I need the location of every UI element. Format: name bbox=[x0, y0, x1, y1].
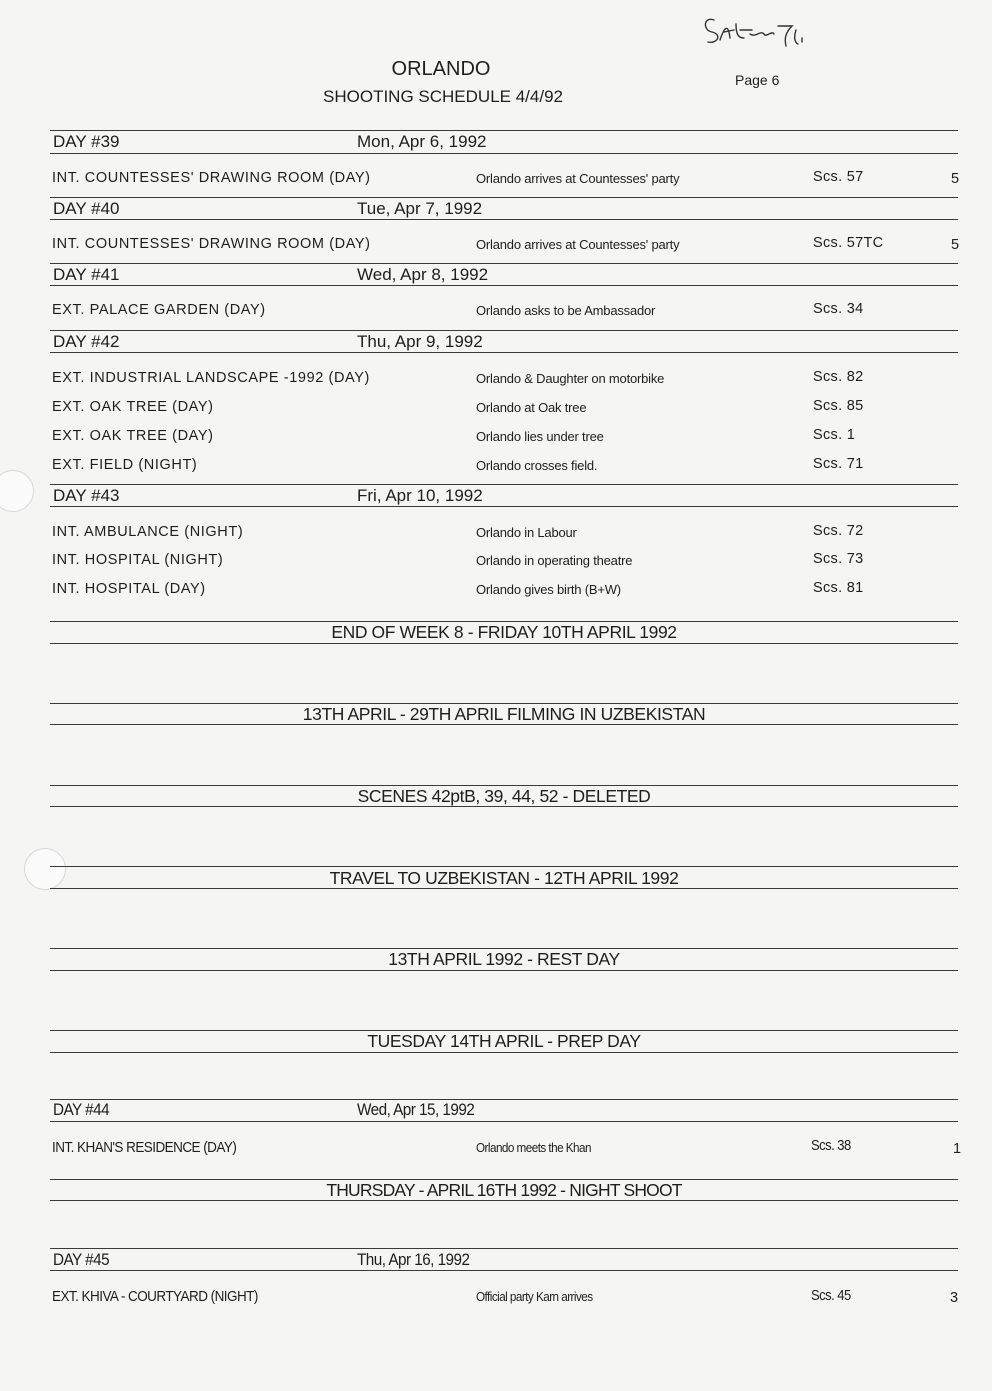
scene-description: Orlando at Oak tree bbox=[476, 400, 587, 415]
rule-line bbox=[50, 130, 958, 131]
scene-setting: EXT. PALACE GARDEN (DAY) bbox=[52, 302, 266, 318]
scene-pages: 5 bbox=[951, 237, 960, 253]
day-date: Wed, Apr 8, 1992 bbox=[357, 265, 489, 284]
scene-setting: INT. HOSPITAL (NIGHT) bbox=[52, 552, 224, 568]
handwritten-scrawl-icon bbox=[700, 8, 830, 53]
scene-number: Scs. 57 bbox=[813, 169, 864, 185]
scene-pages: 1 bbox=[953, 1141, 962, 1157]
rule-line bbox=[50, 285, 958, 286]
scene-number: Scs. 71 bbox=[813, 456, 864, 472]
day-date: Tue, Apr 7, 1992 bbox=[357, 199, 483, 218]
scene-description: Orlando crosses field. bbox=[476, 458, 598, 473]
document-subtitle: SHOOTING SCHEDULE 4/4/92 bbox=[323, 87, 563, 106]
banner-travel: TRAVEL TO UZBEKISTAN - 12TH APRIL 1992 bbox=[329, 868, 679, 888]
scene-number: Scs. 73 bbox=[813, 551, 864, 567]
day-label: DAY #40 bbox=[53, 199, 120, 218]
day-label: DAY #44 bbox=[53, 1100, 110, 1119]
rule-line bbox=[50, 484, 958, 485]
scene-setting: INT. AMBULANCE (NIGHT) bbox=[52, 524, 244, 540]
scene-description: Orlando meets the Khan bbox=[476, 1140, 591, 1155]
banner-filming-uzbekistan: 13TH APRIL - 29TH APRIL FILMING IN UZBEKISTAN bbox=[302, 704, 706, 724]
rule-line bbox=[50, 1200, 958, 1201]
scene-setting: EXT. KHIVA - COURTYARD (NIGHT) bbox=[52, 1288, 258, 1305]
rule-line bbox=[50, 352, 958, 353]
scene-description: Orlando arrives at Countesses' party bbox=[476, 171, 680, 186]
day-date: Mon, Apr 6, 1992 bbox=[357, 132, 487, 151]
day-label: DAY #43 bbox=[53, 486, 120, 505]
banner-rest-day: 13TH APRIL 1992 - REST DAY bbox=[388, 949, 620, 969]
rule-line bbox=[50, 219, 958, 220]
scene-setting: INT. HOSPITAL (DAY) bbox=[52, 581, 206, 597]
scene-number: Scs. 45 bbox=[811, 1288, 851, 1304]
rule-line bbox=[50, 506, 958, 507]
scene-number: Scs. 34 bbox=[813, 301, 864, 317]
banner-end-of-week: END OF WEEK 8 - FRIDAY 10TH APRIL 1992 bbox=[331, 622, 677, 642]
scene-number: Scs. 82 bbox=[813, 369, 864, 385]
handwritten-note bbox=[700, 8, 830, 58]
scene-description: Orlando arrives at Countesses' party bbox=[476, 237, 680, 252]
scene-pages: 3 bbox=[950, 1290, 959, 1306]
scene-description: Orlando in operating theatre bbox=[476, 553, 633, 568]
scene-setting: INT. KHAN'S RESIDENCE (DAY) bbox=[52, 1139, 237, 1156]
day-label: DAY #45 bbox=[53, 1250, 110, 1269]
rule-line bbox=[50, 888, 958, 889]
rule-line bbox=[50, 1099, 958, 1100]
rule-line bbox=[50, 866, 958, 867]
day-label: DAY #39 bbox=[53, 132, 120, 151]
scene-number: Scs. 85 bbox=[813, 398, 864, 414]
rule-line bbox=[50, 197, 958, 198]
document-title: ORLANDO bbox=[391, 58, 491, 80]
rule-line bbox=[50, 806, 958, 807]
rule-line bbox=[50, 1248, 958, 1249]
day-date: Fri, Apr 10, 1992 bbox=[357, 486, 483, 505]
scene-description: Orlando in Labour bbox=[476, 525, 577, 540]
rule-line bbox=[50, 1052, 958, 1053]
rule-line bbox=[50, 970, 958, 971]
scene-description: Official party Karn arrives bbox=[476, 1289, 593, 1304]
scene-description: Orlando asks to be Ambassador bbox=[476, 303, 656, 318]
scene-number: Scs. 38 bbox=[811, 1138, 851, 1154]
rule-line bbox=[50, 643, 958, 644]
day-date: Thu, Apr 16, 1992 bbox=[357, 1250, 470, 1269]
day-label: DAY #42 bbox=[53, 332, 120, 351]
rule-line bbox=[50, 330, 958, 331]
scene-description: Orlando gives birth (B+W) bbox=[476, 582, 621, 597]
rule-line bbox=[50, 724, 958, 725]
day-date: Thu, Apr 9, 1992 bbox=[357, 332, 483, 351]
day-label: DAY #41 bbox=[53, 265, 120, 284]
rule-line bbox=[50, 1270, 958, 1271]
banner-scenes-deleted: SCENES 42ptB, 39, 44, 52 - DELETED bbox=[357, 786, 651, 806]
rule-line bbox=[50, 1121, 958, 1122]
scene-setting: EXT. OAK TREE (DAY) bbox=[52, 428, 214, 444]
scene-description: Orlando & Daughter on motorbike bbox=[476, 371, 665, 386]
rule-line bbox=[50, 263, 958, 264]
scene-setting: INT. COUNTESSES' DRAWING ROOM (DAY) bbox=[52, 170, 371, 186]
scene-number: Scs. 81 bbox=[813, 580, 864, 596]
scene-number: Scs. 1 bbox=[813, 427, 856, 443]
scene-setting: EXT. FIELD (NIGHT) bbox=[52, 457, 198, 473]
banner-night-shoot: THURSDAY - APRIL 16TH 1992 - NIGHT SHOOT bbox=[326, 1180, 682, 1200]
scene-number: Scs. 57TC bbox=[813, 235, 884, 251]
banner-prep-day: TUESDAY 14TH APRIL - PREP DAY bbox=[367, 1031, 641, 1051]
scene-description: Orlando lies under tree bbox=[476, 429, 604, 444]
scene-number: Scs. 72 bbox=[813, 523, 864, 539]
day-date: Wed, Apr 15, 1992 bbox=[357, 1100, 475, 1119]
rule-line bbox=[50, 153, 958, 154]
scene-setting: INT. COUNTESSES' DRAWING ROOM (DAY) bbox=[52, 236, 371, 252]
scene-pages: 5 bbox=[951, 171, 960, 187]
scene-setting: EXT. INDUSTRIAL LANDSCAPE -1992 (DAY) bbox=[52, 370, 370, 386]
punch-hole-top bbox=[0, 470, 34, 512]
scene-setting: EXT. OAK TREE (DAY) bbox=[52, 399, 214, 415]
page-number: Page 6 bbox=[735, 72, 780, 88]
